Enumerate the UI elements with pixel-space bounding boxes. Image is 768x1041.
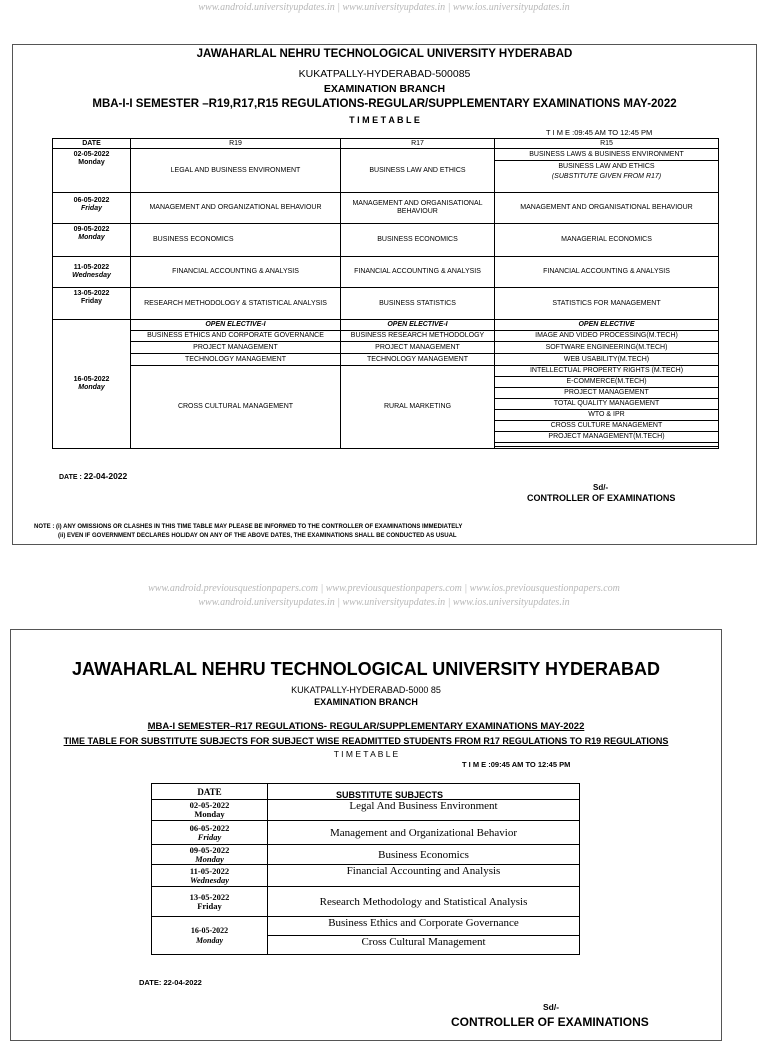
day: Monday [78,159,105,166]
timetable-table [52,138,719,449]
r15-subject: MANAGERIAL ECONOMICS [495,224,719,257]
substitute-subject: Financial Accounting and Analysis [268,865,580,887]
header-r17: R17 [341,139,495,149]
date: 09-05-2022 [73,226,110,233]
r15-elective: PROJECT MANAGEMENT(M.TECH) [495,432,719,443]
header-r19: R19 [131,139,341,149]
r17-subject: BUSINESS LAW AND ETHICS [341,149,495,193]
note-1: NOTE : (i) ANY OMISSIONS OR CLASHES IN THIS TIME TABLE MAY PLEASE BE INFORMED TO THE CONTROLLER OF EXAMINATIONS IMMEDIATELY [34,524,463,530]
r19-elective: PROJECT MANAGEMENT [131,342,341,354]
table-row-date [152,845,268,865]
substitute-table [151,783,580,955]
r15-subject: FINANCIAL ACCOUNTING & ANALYSIS [495,257,719,288]
date: 02-05-2022 [73,151,110,158]
r19-elective: TECHNOLOGY MANAGEMENT [131,354,341,366]
day: Monday [195,935,224,945]
date: 16-05-2022 [190,925,229,935]
r15-substitute-note: (SUBSTITUTE GIVEN FROM R17) [495,173,719,193]
timetable-sheet-1 [12,44,757,545]
r17-elective: RURAL MARKETING [341,366,495,449]
table-row-date [53,288,131,320]
day: Monday [78,384,105,391]
day: Monday [78,234,105,241]
header-date: DATE [152,784,268,800]
r17-elective: PROJECT MANAGEMENT [341,342,495,354]
r19-subject: RESEARCH METHODOLOGY & STATISTICAL ANALYSIS [131,288,341,320]
date: 13-05-2022 [73,290,110,297]
issue-date-label: DATE : [59,474,82,481]
examination-branch: EXAMINATION BRANCH [314,697,418,707]
date: 11-05-2022 [189,865,230,876]
r17-subject: MANAGEMENT AND ORGANISATIONAL BEHAVIOUR [341,193,495,224]
timetable-label: T I M E T A B L E [349,115,420,125]
date: 06-05-2022 [73,197,110,204]
issue-date-value: 22-04-2022 [83,471,128,481]
r15-elective-title: OPEN ELECTIVE [495,320,719,331]
substitute-subject: Legal And Business Environment [268,800,580,821]
r15-elective: IMAGE AND VIDEO PROCESSING(M.TECH) [495,331,719,342]
r15-blank [495,447,719,449]
r15-elective: WTO & IPR [495,410,719,421]
substitute-subject: Business Ethics and Corporate Governance [268,917,580,936]
r15-subject: MANAGEMENT AND ORGANISATIONAL BEHAVIOUR [495,193,719,224]
table-row-date [152,917,268,955]
note-2: (ii) EVEN IF GOVERNMENT DECLARES HOLIDAY ON ANY OF THE ABOVE DATES, THE EXAMINATIONS SHALL BE CONDUCTED AS USUAL [58,533,457,539]
signature: Sd/- [593,483,609,492]
date: 16-05-2022 [73,376,110,383]
date: 11-05-2022 [73,264,110,271]
day: Friday [80,298,102,305]
university-name: JAWAHARLAL NEHRU TECHNOLOGICAL UNIVERSITY HYDERABAD [196,48,573,60]
date: 09-05-2022 [189,844,230,855]
watermark-top: www.android.universityupdates.in | www.universityupdates.in | www.ios.universityupdates.in [198,2,570,13]
day: Monday [195,853,224,864]
r15-elective: TOTAL QUALITY MANAGEMENT [495,399,719,410]
issue-date [59,471,127,481]
day: Friday [197,831,222,842]
exam-time: T I M E :09:45 AM TO 12:45 PM [462,760,571,769]
r17-subject: BUSINESS STATISTICS [341,288,495,320]
day: Friday [80,205,102,212]
header-r15: R15 [495,139,719,149]
date: 06-05-2022 [189,822,230,833]
r15-subject: BUSINESS LAW AND ETHICS [495,161,719,173]
header-date: DATE [53,139,131,149]
exam-title: MBA-I-I SEMESTER –R19,R17,R15 REGULATIONS-REGULAR/SUPPLEMENTARY EXAMINATIONS MAY-2022 [92,98,677,110]
exam-title: MBA-I SEMESTER–R17 REGULATIONS- REGULAR/SUPPLEMENTARY EXAMINATIONS MAY-2022 [147,721,585,732]
r15-subject: BUSINESS LAWS & BUSINESS ENVIRONMENT [495,149,719,161]
day: Wednesday [189,874,230,885]
header-substitute-subjects: SUBSTITUTE SUBJECTS [268,784,580,800]
r19-subject: MANAGEMENT AND ORGANIZATIONAL BEHAVIOUR [131,193,341,224]
timetable-label: T I M E T A B L E [333,749,399,759]
substitute-subject: Management and Organizational Behavior [268,821,580,845]
substitute-subject: Research Methodology and Statistical Analysis [268,887,580,917]
r19-elective: BUSINESS ETHICS AND CORPORATE GOVERNANCE [131,331,341,342]
day: Wednesday [72,272,111,279]
university-address: KUKATPALLY-HYDERABAD-500085 [298,68,471,80]
date: 13-05-2022 [189,891,230,902]
r19-elective-title: OPEN ELECTIVE-I [131,320,341,331]
r15-elective: WEB USABILITY(M.TECH) [495,354,719,366]
table-row-date [53,193,131,224]
table-row-date [152,800,268,821]
table-row-date [53,149,131,193]
watermark-mid-1: www.android.previousquestionpapers.com | www.previousquestionpapers.com | www.ios.previousquestionpapers.com [148,583,620,594]
timetable-sheet-2 [10,629,722,1041]
substitute-subject: Cross Cultural Management [268,936,580,955]
exam-time: T I M E :09:45 AM TO 12:45 PM [546,128,653,137]
watermark-mid-2: www.android.universityupdates.in | www.universityupdates.in | www.ios.universityupdates.in [198,597,570,608]
r19-subject: BUSINESS ECONOMICS [131,224,341,257]
table-row-date [152,865,268,887]
controller-title: CONTROLLER OF EXAMINATIONS [451,1015,649,1029]
issue-date: DATE: 22-04-2022 [139,978,202,987]
r17-subject: FINANCIAL ACCOUNTING & ANALYSIS [341,257,495,288]
r17-elective-title: OPEN ELECTIVE-I [341,320,495,331]
r19-subject: LEGAL AND BUSINESS ENVIRONMENT [131,149,341,193]
table-row-date [53,257,131,288]
table-row-date [53,320,131,449]
exam-subtitle: TIME TABLE FOR SUBSTITUTE SUBJECTS FOR SUBJECT WISE READMITTED STUDENTS FROM R17 REGULATIONS TO R19 REGULATIONS [63,736,669,746]
r19-subject: FINANCIAL ACCOUNTING & ANALYSIS [131,257,341,288]
day: Friday [197,900,222,911]
substitute-subject: Business Economics [268,845,580,865]
r15-elective: PROJECT MANAGEMENT [495,388,719,399]
date: 02-05-2022 [189,800,230,810]
table-row-date [53,224,131,257]
examination-branch: EXAMINATION BRANCH [323,83,446,95]
table-row-date [152,821,268,845]
r17-elective: BUSINESS RESEARCH METHODOLOGY [341,331,495,342]
r15-elective: INTELLECTUAL PROPERTY RIGHTS (M.TECH) [495,366,719,377]
table-row-date [152,887,268,917]
r17-elective: TECHNOLOGY MANAGEMENT [341,354,495,366]
day: Monday [194,809,225,819]
r19-elective: CROSS CULTURAL MANAGEMENT [131,366,341,449]
university-name: JAWAHARLAL NEHRU TECHNOLOGICAL UNIVERSITY HYDERABAD [71,659,661,679]
r15-subject: STATISTICS FOR MANAGEMENT [495,288,719,320]
controller-title: CONTROLLER OF EXAMINATIONS [527,493,676,503]
r15-elective: SOFTWARE ENGINEERING(M.TECH) [495,342,719,354]
r15-elective: E-COMMERCE(M.TECH) [495,377,719,388]
r15-elective: CROSS CULTURE MANAGEMENT [495,421,719,432]
signature: Sd/- [543,1002,560,1012]
university-address: KUKATPALLY-HYDERABAD-5000 85 [291,685,441,695]
r17-subject: BUSINESS ECONOMICS [341,224,495,257]
